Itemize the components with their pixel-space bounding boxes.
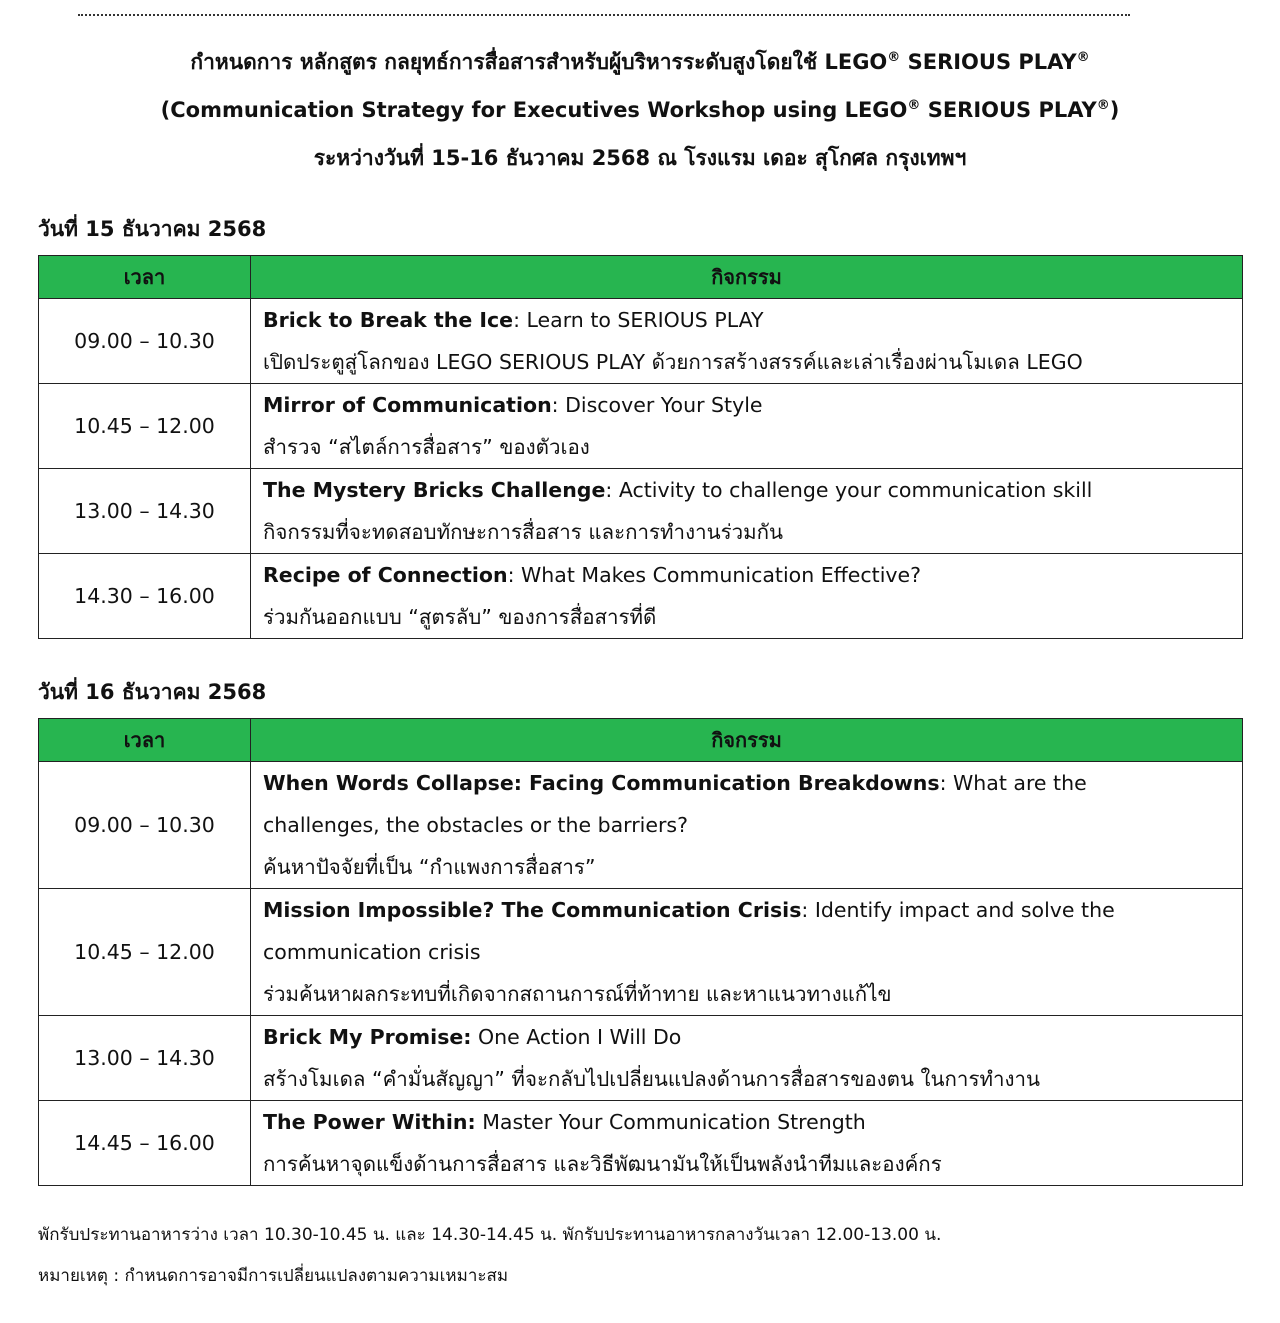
activity-title: When Words Collapse: Facing Communication Breakdowns (263, 771, 940, 795)
activity-subtitle: : Identify impact and solve the (801, 898, 1115, 922)
activity-description: ค้นหาปัจจัยที่เป็น “กำแพงการสื่อสาร” (263, 855, 596, 879)
header-line-2-tail: ) (1109, 98, 1120, 122)
registered-mark: ® (907, 98, 921, 113)
header-line-1-tail: SERIOUS PLAY (900, 50, 1077, 74)
activity-description: สำรวจ “สไตล์การสื่อสาร” ของตัวเอง (263, 435, 590, 459)
remark-note: หมายเหตุ : กำหนดการอาจมีการเปลี่ยนแปลงตามความเหมาะสม (38, 1266, 509, 1286)
activity-cell (251, 384, 1243, 469)
activity-subtitle-continued: communication crisis (263, 940, 481, 964)
time-cell: 10.45 – 12.00 (39, 889, 251, 1016)
registered-mark: ® (887, 50, 901, 65)
activity-cell (251, 1016, 1243, 1101)
header-line-1-text: กำหนดการ หลักสูตร กลยุทธ์การสื่อสารสำหรับผู้บริหารระดับสูงโดยใช้ LEGO (190, 50, 888, 74)
header-line-2-mid: SERIOUS PLAY (920, 98, 1097, 122)
activity-title: Mirror of Communication (263, 393, 552, 417)
activity-subtitle: : Learn to SERIOUS PLAY (513, 308, 764, 332)
day2-schedule-table (38, 718, 1243, 1186)
document-header (0, 38, 1280, 182)
time-cell: 13.00 – 14.30 (39, 1016, 251, 1101)
time-cell: 14.45 – 16.00 (39, 1101, 251, 1186)
activity-cell (251, 1101, 1243, 1186)
activity-description: การค้นหาจุดแข็งด้านการสื่อสาร และวิธีพัฒนามันให้เป็นพลังนำทีมและองค์กร (263, 1152, 942, 1176)
activity-description: สร้างโมเดล “คำมั่นสัญญา” ที่จะกลับไปเปลี่ยนแปลงด้านการสื่อสารของตน ในการทำงาน (263, 1067, 1041, 1091)
activity-subtitle: Master Your Communication Strength (475, 1110, 866, 1134)
table-row (39, 1016, 1243, 1101)
table-row (39, 1101, 1243, 1186)
activity-title: Recipe of Connection (263, 563, 508, 587)
activity-subtitle: : What Makes Communication Effective? (507, 563, 922, 587)
activity-cell (251, 554, 1243, 639)
column-header-activity: กิจกรรม (251, 256, 1243, 299)
time-cell: 13.00 – 14.30 (39, 469, 251, 554)
activity-subtitle: : Activity to challenge your communication skill (605, 478, 1093, 502)
column-header-activity: กิจกรรม (251, 719, 1243, 762)
table-header-row (39, 256, 1243, 299)
activity-title: The Mystery Bricks Challenge (263, 478, 606, 502)
table-row (39, 762, 1243, 889)
header-line-2 (0, 86, 1280, 134)
activity-cell (251, 889, 1243, 1016)
column-header-time: เวลา (39, 256, 251, 299)
activity-title: Brick to Break the Ice (263, 308, 514, 332)
activity-cell (251, 299, 1243, 384)
break-times-note: พักรับประทานอาหารว่าง เวลา 10.30-10.45 น. และ 14.30-14.45 น. พักรับประทานอาหารกลางวันเวลา 12.00-13.00 น. (38, 1225, 942, 1245)
time-cell: 09.00 – 10.30 (39, 299, 251, 384)
registered-mark: ® (1076, 50, 1090, 65)
day2-title: วันที่ 16 ธันวาคม 2568 (38, 680, 267, 704)
day1-schedule-table (38, 255, 1243, 639)
table-header-row (39, 719, 1243, 762)
activity-title: Brick My Promise: (263, 1025, 472, 1049)
activity-description: ร่วมกันออกแบบ “สูตรลับ” ของการสื่อสารที่ดี (263, 605, 657, 629)
time-cell: 10.45 – 12.00 (39, 384, 251, 469)
time-cell: 14.30 – 16.00 (39, 554, 251, 639)
day1-title: วันที่ 15 ธันวาคม 2568 (38, 217, 267, 241)
activity-cell (251, 469, 1243, 554)
time-cell: 09.00 – 10.30 (39, 762, 251, 889)
activity-subtitle: One Action I Will Do (471, 1025, 682, 1049)
activity-description: ร่วมค้นหาผลกระทบที่เกิดจากสถานการณ์ที่ท้าทาย และหาแนวทางแก้ไข (263, 982, 892, 1006)
activity-subtitle-continued: challenges, the obstacles or the barriers? (263, 813, 688, 837)
table-row (39, 299, 1243, 384)
activity-title: The Power Within: (263, 1110, 476, 1134)
activity-subtitle: : Discover Your Style (551, 393, 763, 417)
activity-title: Mission Impossible? The Communication Crisis (263, 898, 802, 922)
dotted-separator (78, 14, 1130, 16)
header-line-3: ระหว่างวันที่ 15-16 ธันวาคม 2568 ณ โรงแรม เดอะ สุโกศล กรุงเทพฯ (313, 146, 967, 170)
activity-cell (251, 762, 1243, 889)
table-row (39, 469, 1243, 554)
header-line-2-head: (Communication Strategy for Executives Workshop using LEGO (160, 98, 908, 122)
registered-mark: ® (1096, 98, 1110, 113)
table-row (39, 889, 1243, 1016)
column-header-time: เวลา (39, 719, 251, 762)
activity-description: เปิดประตูสู่โลกของ LEGO SERIOUS PLAY ด้วยการสร้างสรรค์และเล่าเรื่องผ่านโมเดล LEGO (263, 350, 1083, 374)
table-row (39, 554, 1243, 639)
header-line-1 (0, 38, 1280, 86)
activity-description: กิจกรรมที่จะทดสอบทักษะการสื่อสาร และการทำงานร่วมกัน (263, 520, 784, 544)
activity-subtitle: : What are the (939, 771, 1087, 795)
table-row (39, 384, 1243, 469)
